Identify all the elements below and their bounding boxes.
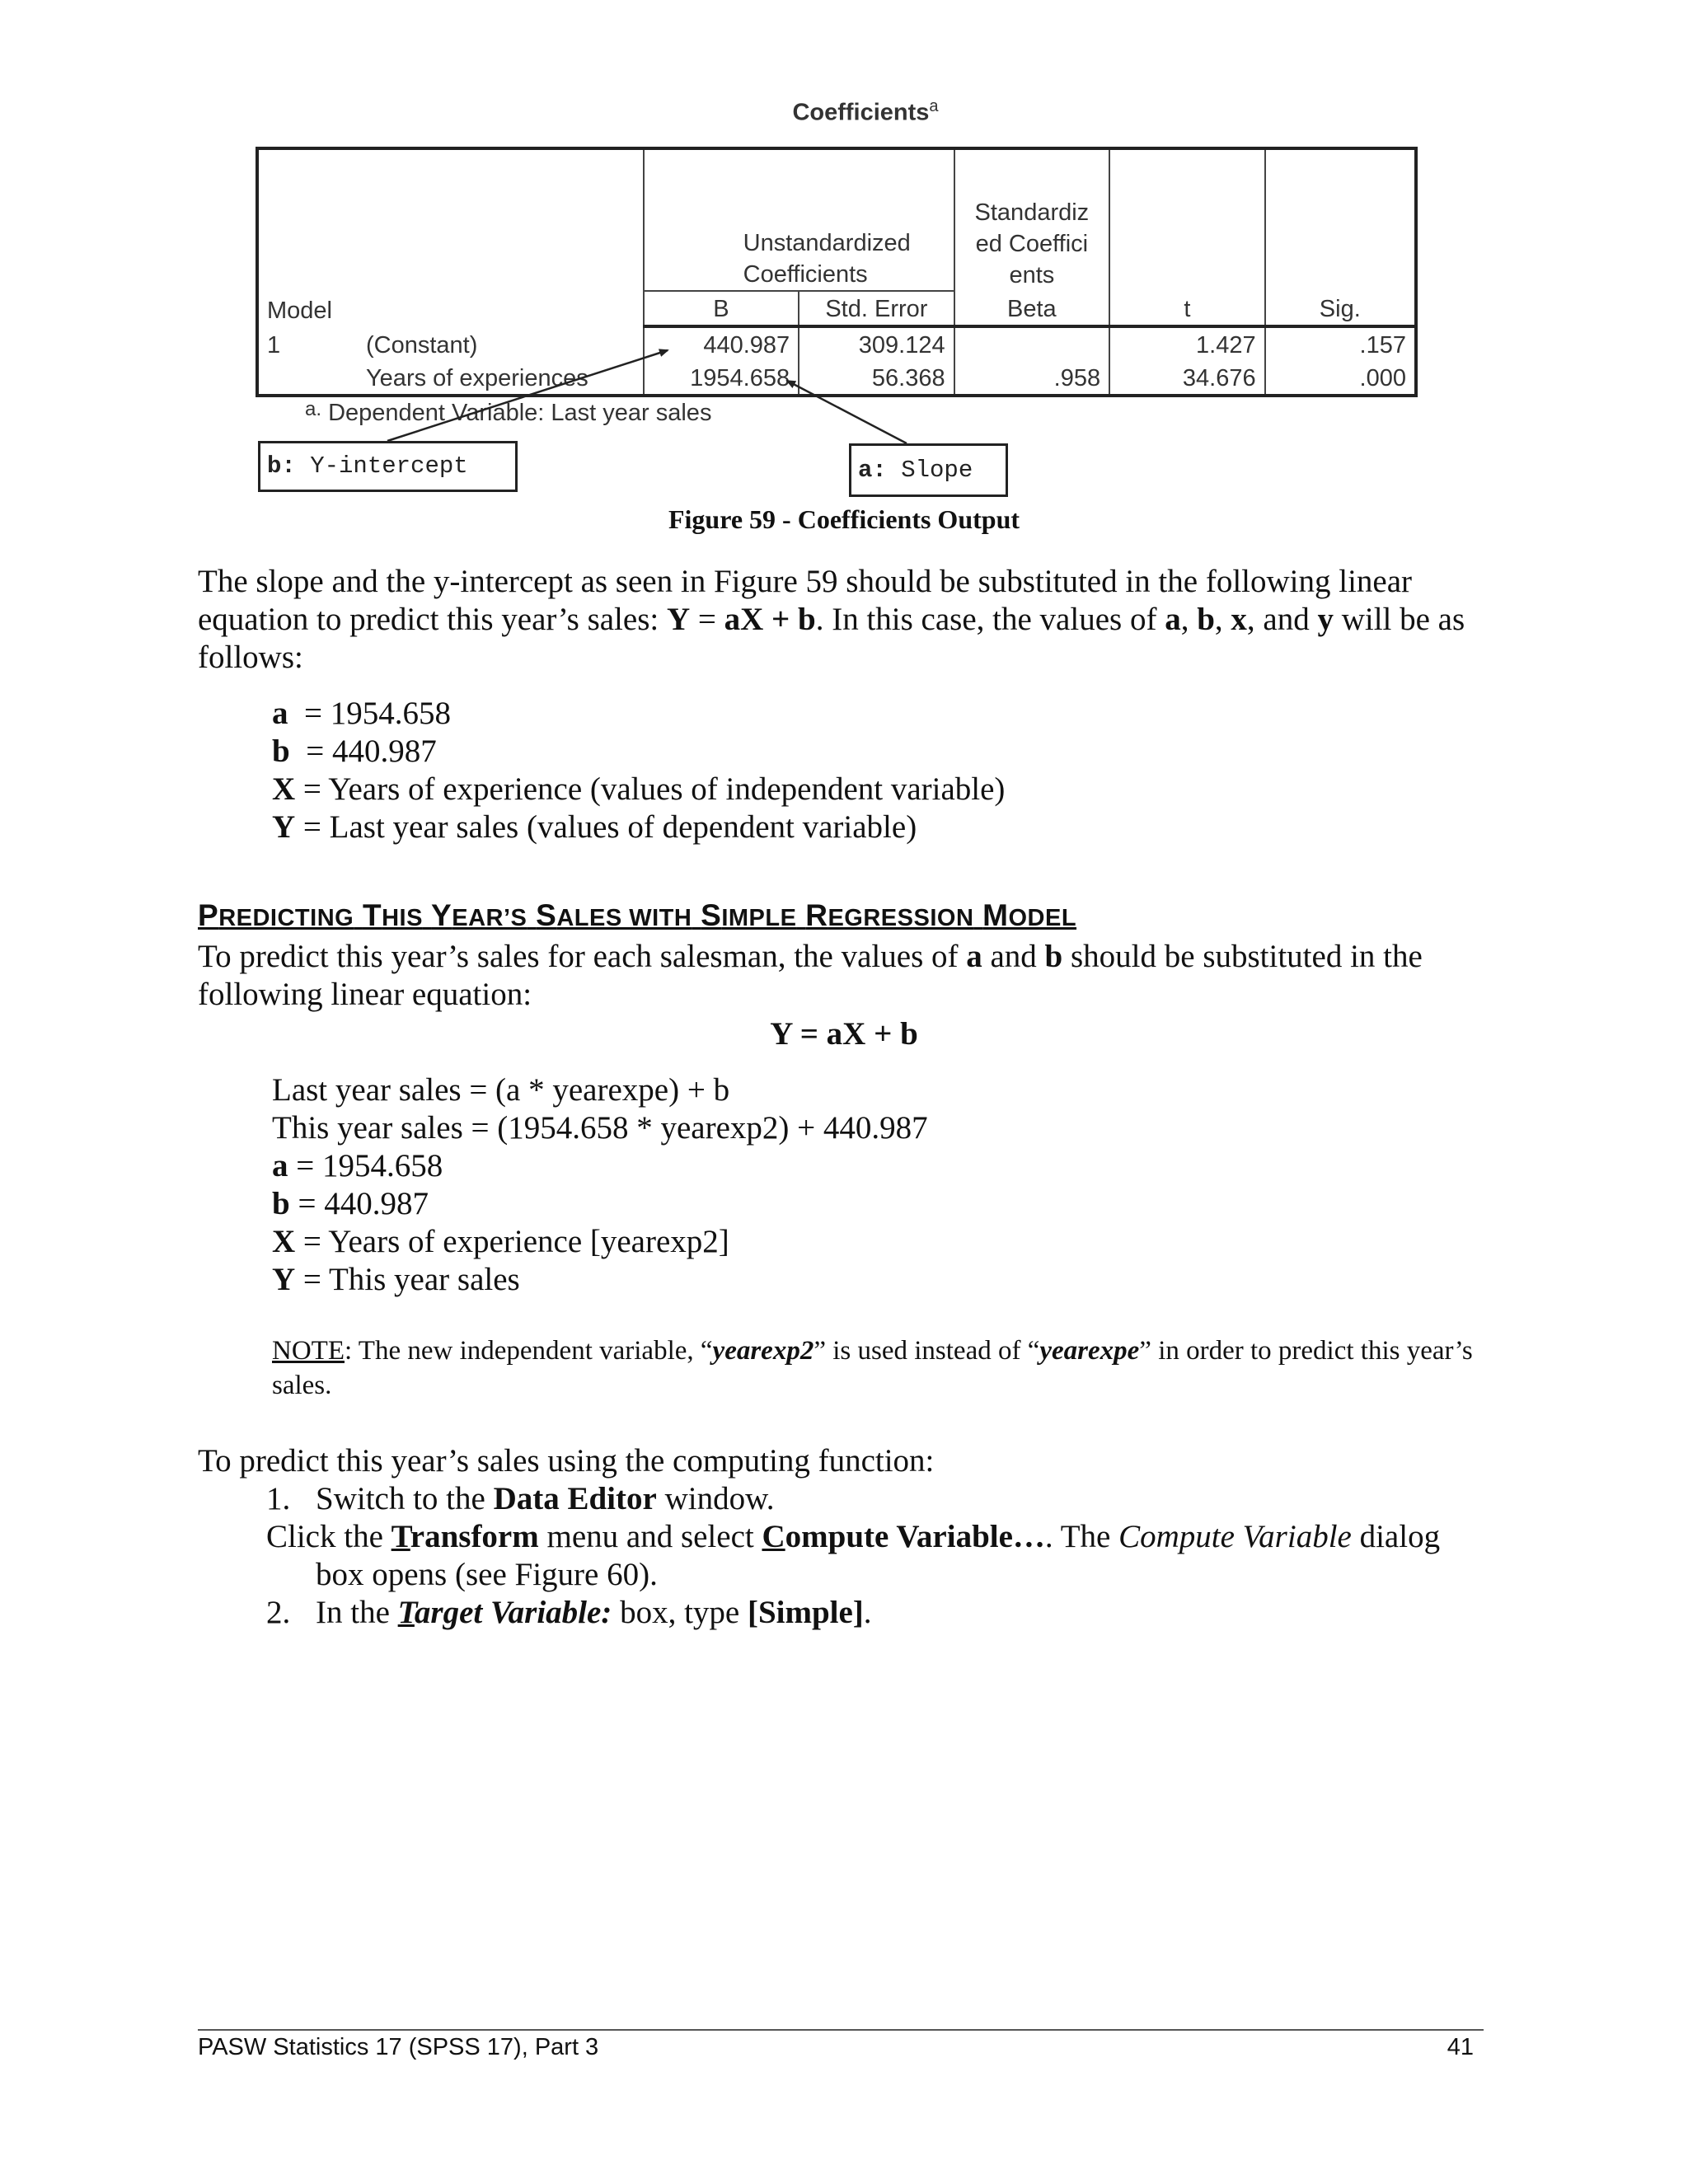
- header-standardized: Standardized Coefficients: [954, 148, 1109, 291]
- variable-list: [272, 695, 1005, 846]
- callout-slope: a: Slope: [849, 443, 1008, 497]
- header-b: B: [644, 291, 799, 326]
- cell-b: 1954.658: [644, 361, 799, 396]
- footnote-marker: a.: [305, 398, 322, 420]
- arrow-to-intercept: [387, 350, 668, 441]
- list-item: Last year sales = (a * yearexpe) + b: [272, 1072, 730, 1108]
- row-name: (Constant): [366, 332, 478, 359]
- step-transform-cont: box opens (see Figure 60).: [316, 1557, 658, 1592]
- model-number: 1: [267, 332, 281, 359]
- step-1: 1. Switch to the Data Editor window.: [266, 1481, 775, 1516]
- note: NOTE: The new independent variable, “yearexp2” is used instead of “yearexpe” in order to predict this year’s sales.: [272, 1336, 1473, 1400]
- linear-equation: Y = aX + b: [770, 1016, 918, 1052]
- list-item: X = Years of experience [yearexp2]: [272, 1224, 729, 1259]
- step-2: 2. In the Target Variable: box, type [Simple].: [266, 1595, 872, 1630]
- callout-arrows: [0, 0, 1688, 577]
- paragraph-intro: The slope and the y-intercept as seen in Figure 59 should be substituted in the following linear equation to predict this year’s sales: Y = aX + b. In this case, the values of a, b, x, and y will be as follows:: [198, 564, 1465, 675]
- list-item: X = Years of experience (values of independent variable): [272, 771, 1006, 807]
- header-t: t: [1109, 291, 1264, 326]
- list-item: a = 1954.658: [272, 1148, 443, 1183]
- cell-std-error: 56.368: [799, 361, 954, 396]
- list-item: Y = Last year sales (values of dependent variable): [272, 809, 917, 845]
- arrow-to-slope: [787, 381, 907, 443]
- list-item: b = 440.987: [272, 733, 437, 769]
- table-title: Coefficients$^a$: [792, 97, 939, 126]
- header-beta: Beta: [954, 291, 1109, 326]
- footer-divider: [198, 2029, 1484, 2031]
- paragraph-compute: To predict this year’s sales using the computing function:: [198, 1443, 935, 1479]
- figure-caption: Figure 59 - Coefficients Output: [668, 504, 1020, 534]
- list-item: a = 1954.658: [272, 696, 451, 731]
- paragraph-predict: To predict this year’s sales for each salesman, the values of a and b should be substituted in the following linear equation:: [198, 939, 1423, 1012]
- section-heading: PREDICTING THIS YEAR’S SALES WITH SIMPLE REGRESSION MODEL: [198, 898, 1077, 932]
- list-item: Y = This year sales: [272, 1262, 520, 1297]
- page-number: 41: [1447, 2034, 1474, 2060]
- equation-list: [272, 1071, 928, 1299]
- cell-std-error: 309.124: [799, 326, 954, 361]
- footnote-text: Dependent Variable: Last year sales: [328, 400, 712, 426]
- step-transform: Click the Transform menu and select Compute Variable…. The Compute Variable dialog: [266, 1519, 1441, 1554]
- cell-t: 1.427: [1109, 326, 1264, 361]
- cell-t: 34.676: [1109, 361, 1264, 396]
- cell-sig: .000: [1265, 361, 1416, 396]
- cell-beta: .958: [954, 361, 1109, 396]
- cell-sig: .157: [1265, 326, 1416, 361]
- callout-y-intercept: b: Y-intercept: [258, 441, 518, 492]
- cell-b: 440.987: [644, 326, 799, 361]
- header-unstandardized: Unstandardized Coefficients: [644, 148, 954, 291]
- header-model: Model: [257, 148, 644, 326]
- row-name: Years of experiences: [366, 365, 588, 391]
- header-std-error: Std. Error: [799, 291, 954, 326]
- list-item: This year sales = (1954.658 * yearexp2) + 440.987: [272, 1110, 928, 1146]
- footer-title: PASW Statistics 17 (SPSS 17), Part 3: [198, 2034, 599, 2060]
- table-title-superscript: a: [929, 97, 939, 115]
- header-sig: Sig.: [1265, 291, 1416, 326]
- list-item: b = 440.987: [272, 1186, 429, 1221]
